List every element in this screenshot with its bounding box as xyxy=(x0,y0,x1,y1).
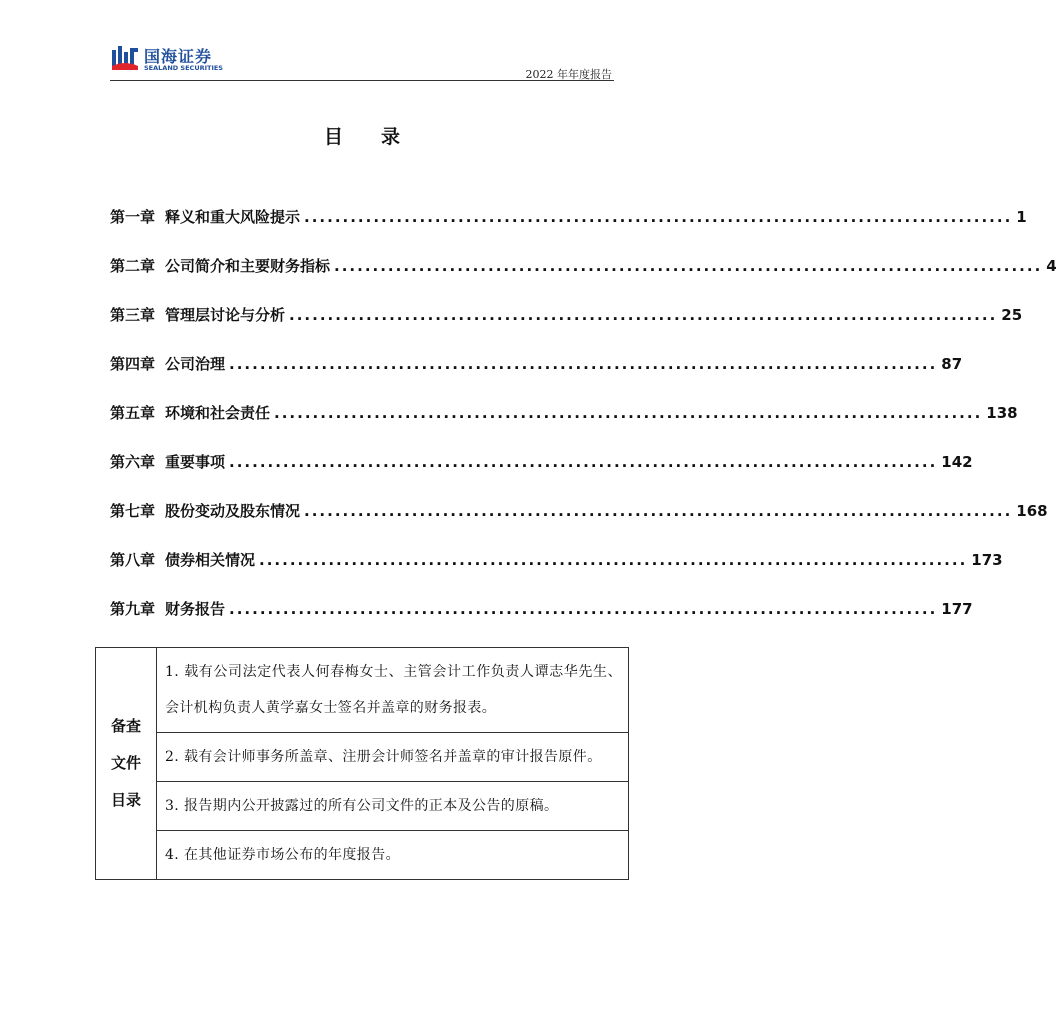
reference-heading-line: 目录 xyxy=(110,791,141,809)
toc-page-number: 87 xyxy=(941,355,963,373)
toc-chapter-title: 环境和社会责任 xyxy=(165,404,271,422)
toc-entry[interactable] xyxy=(110,500,1048,549)
toc-chapter-title: 公司治理 xyxy=(165,355,226,373)
toc-entry[interactable] xyxy=(110,206,1027,255)
toc-chapter-title: 重要事项 xyxy=(165,453,226,471)
reference-item: 3. 报告期内公开披露过的所有公司文件的正本及公告的原稿。 xyxy=(157,782,629,831)
toc-chapter-title: 财务报告 xyxy=(165,600,226,618)
company-logo xyxy=(110,42,230,76)
toc-chapter-title: 管理层讨论与分析 xyxy=(165,306,286,324)
toc-leader-dots: ............................................................................................ xyxy=(229,453,938,471)
company-name-en: SEALAND SECURITIES xyxy=(144,64,223,72)
toc-entry[interactable] xyxy=(110,549,1003,598)
toc-chapter-number: 第一章 xyxy=(110,208,156,226)
report-label: 2022 年年度报告 xyxy=(525,68,612,81)
page-title: 目录 xyxy=(323,126,438,148)
toc-entry[interactable] xyxy=(110,402,1018,451)
toc-page-number: 177 xyxy=(941,600,973,618)
toc-page-number: 173 xyxy=(971,551,1003,569)
toc-leader-dots: ............................................................................................ xyxy=(289,306,998,324)
reference-heading-cell xyxy=(96,648,157,880)
toc-chapter-title: 债券相关情况 xyxy=(165,551,256,569)
toc-chapter-number: 第三章 xyxy=(110,306,156,324)
toc-page-number: 142 xyxy=(941,453,973,471)
toc-page-number: 4 xyxy=(1046,257,1057,275)
toc-entry[interactable] xyxy=(110,304,1023,353)
toc-chapter-number: 第六章 xyxy=(110,453,156,471)
reference-heading-line: 文件 xyxy=(110,754,141,772)
header-divider xyxy=(110,80,614,81)
toc-chapter-number: 第四章 xyxy=(110,355,156,373)
sealand-logo-icon xyxy=(110,42,140,72)
toc-leader-dots: ............................................................................................ xyxy=(229,355,938,373)
toc-leader-dots: ............................................................................................ xyxy=(274,404,983,422)
toc-entry[interactable] xyxy=(110,451,973,500)
toc-entry[interactable] xyxy=(110,598,973,647)
toc-entry[interactable] xyxy=(110,353,963,402)
reference-item: 4. 在其他证券市场公布的年度报告。 xyxy=(157,831,629,880)
toc-chapter-number: 第九章 xyxy=(110,600,156,618)
reference-item: 2. 载有会计师事务所盖章、注册会计师签名并盖章的审计报告原件。 xyxy=(157,733,629,782)
toc-leader-dots: ............................................................................................ xyxy=(304,502,1013,520)
toc-page-number: 138 xyxy=(986,404,1018,422)
toc-page-number: 168 xyxy=(1016,502,1048,520)
toc-chapter-number: 第二章 xyxy=(110,257,156,275)
company-name-cn: 国海证券 xyxy=(144,47,213,66)
toc-page-number: 1 xyxy=(1016,208,1027,226)
toc-chapter-number: 第七章 xyxy=(110,502,156,520)
toc-chapter-title: 释义和重大风险提示 xyxy=(165,208,301,226)
toc-chapter-number: 第八章 xyxy=(110,551,156,569)
toc-leader-dots: ............................................................................................ xyxy=(334,257,1043,275)
toc-leader-dots: ............................................................................................ xyxy=(259,551,968,569)
toc-leader-dots: ............................................................................................ xyxy=(229,600,938,618)
toc-chapter-number: 第五章 xyxy=(110,404,156,422)
reference-heading-line: 备查 xyxy=(110,717,141,735)
toc-chapter-title: 公司简介和主要财务指标 xyxy=(165,257,331,275)
reference-item: 1. 载有公司法定代表人何春梅女士、主管会计工作负责人谭志华先生、会计机构负责人黄学嘉女士签名并盖章的财务报表。 xyxy=(157,648,629,733)
page-header xyxy=(0,0,724,82)
reference-documents-table xyxy=(95,647,629,880)
toc-leader-dots: ............................................................................................ xyxy=(304,208,1013,226)
toc-entry[interactable] xyxy=(110,255,1057,304)
toc-page-number: 25 xyxy=(1001,306,1023,324)
table-of-contents xyxy=(110,206,1057,647)
toc-chapter-title: 股份变动及股东情况 xyxy=(165,502,301,520)
